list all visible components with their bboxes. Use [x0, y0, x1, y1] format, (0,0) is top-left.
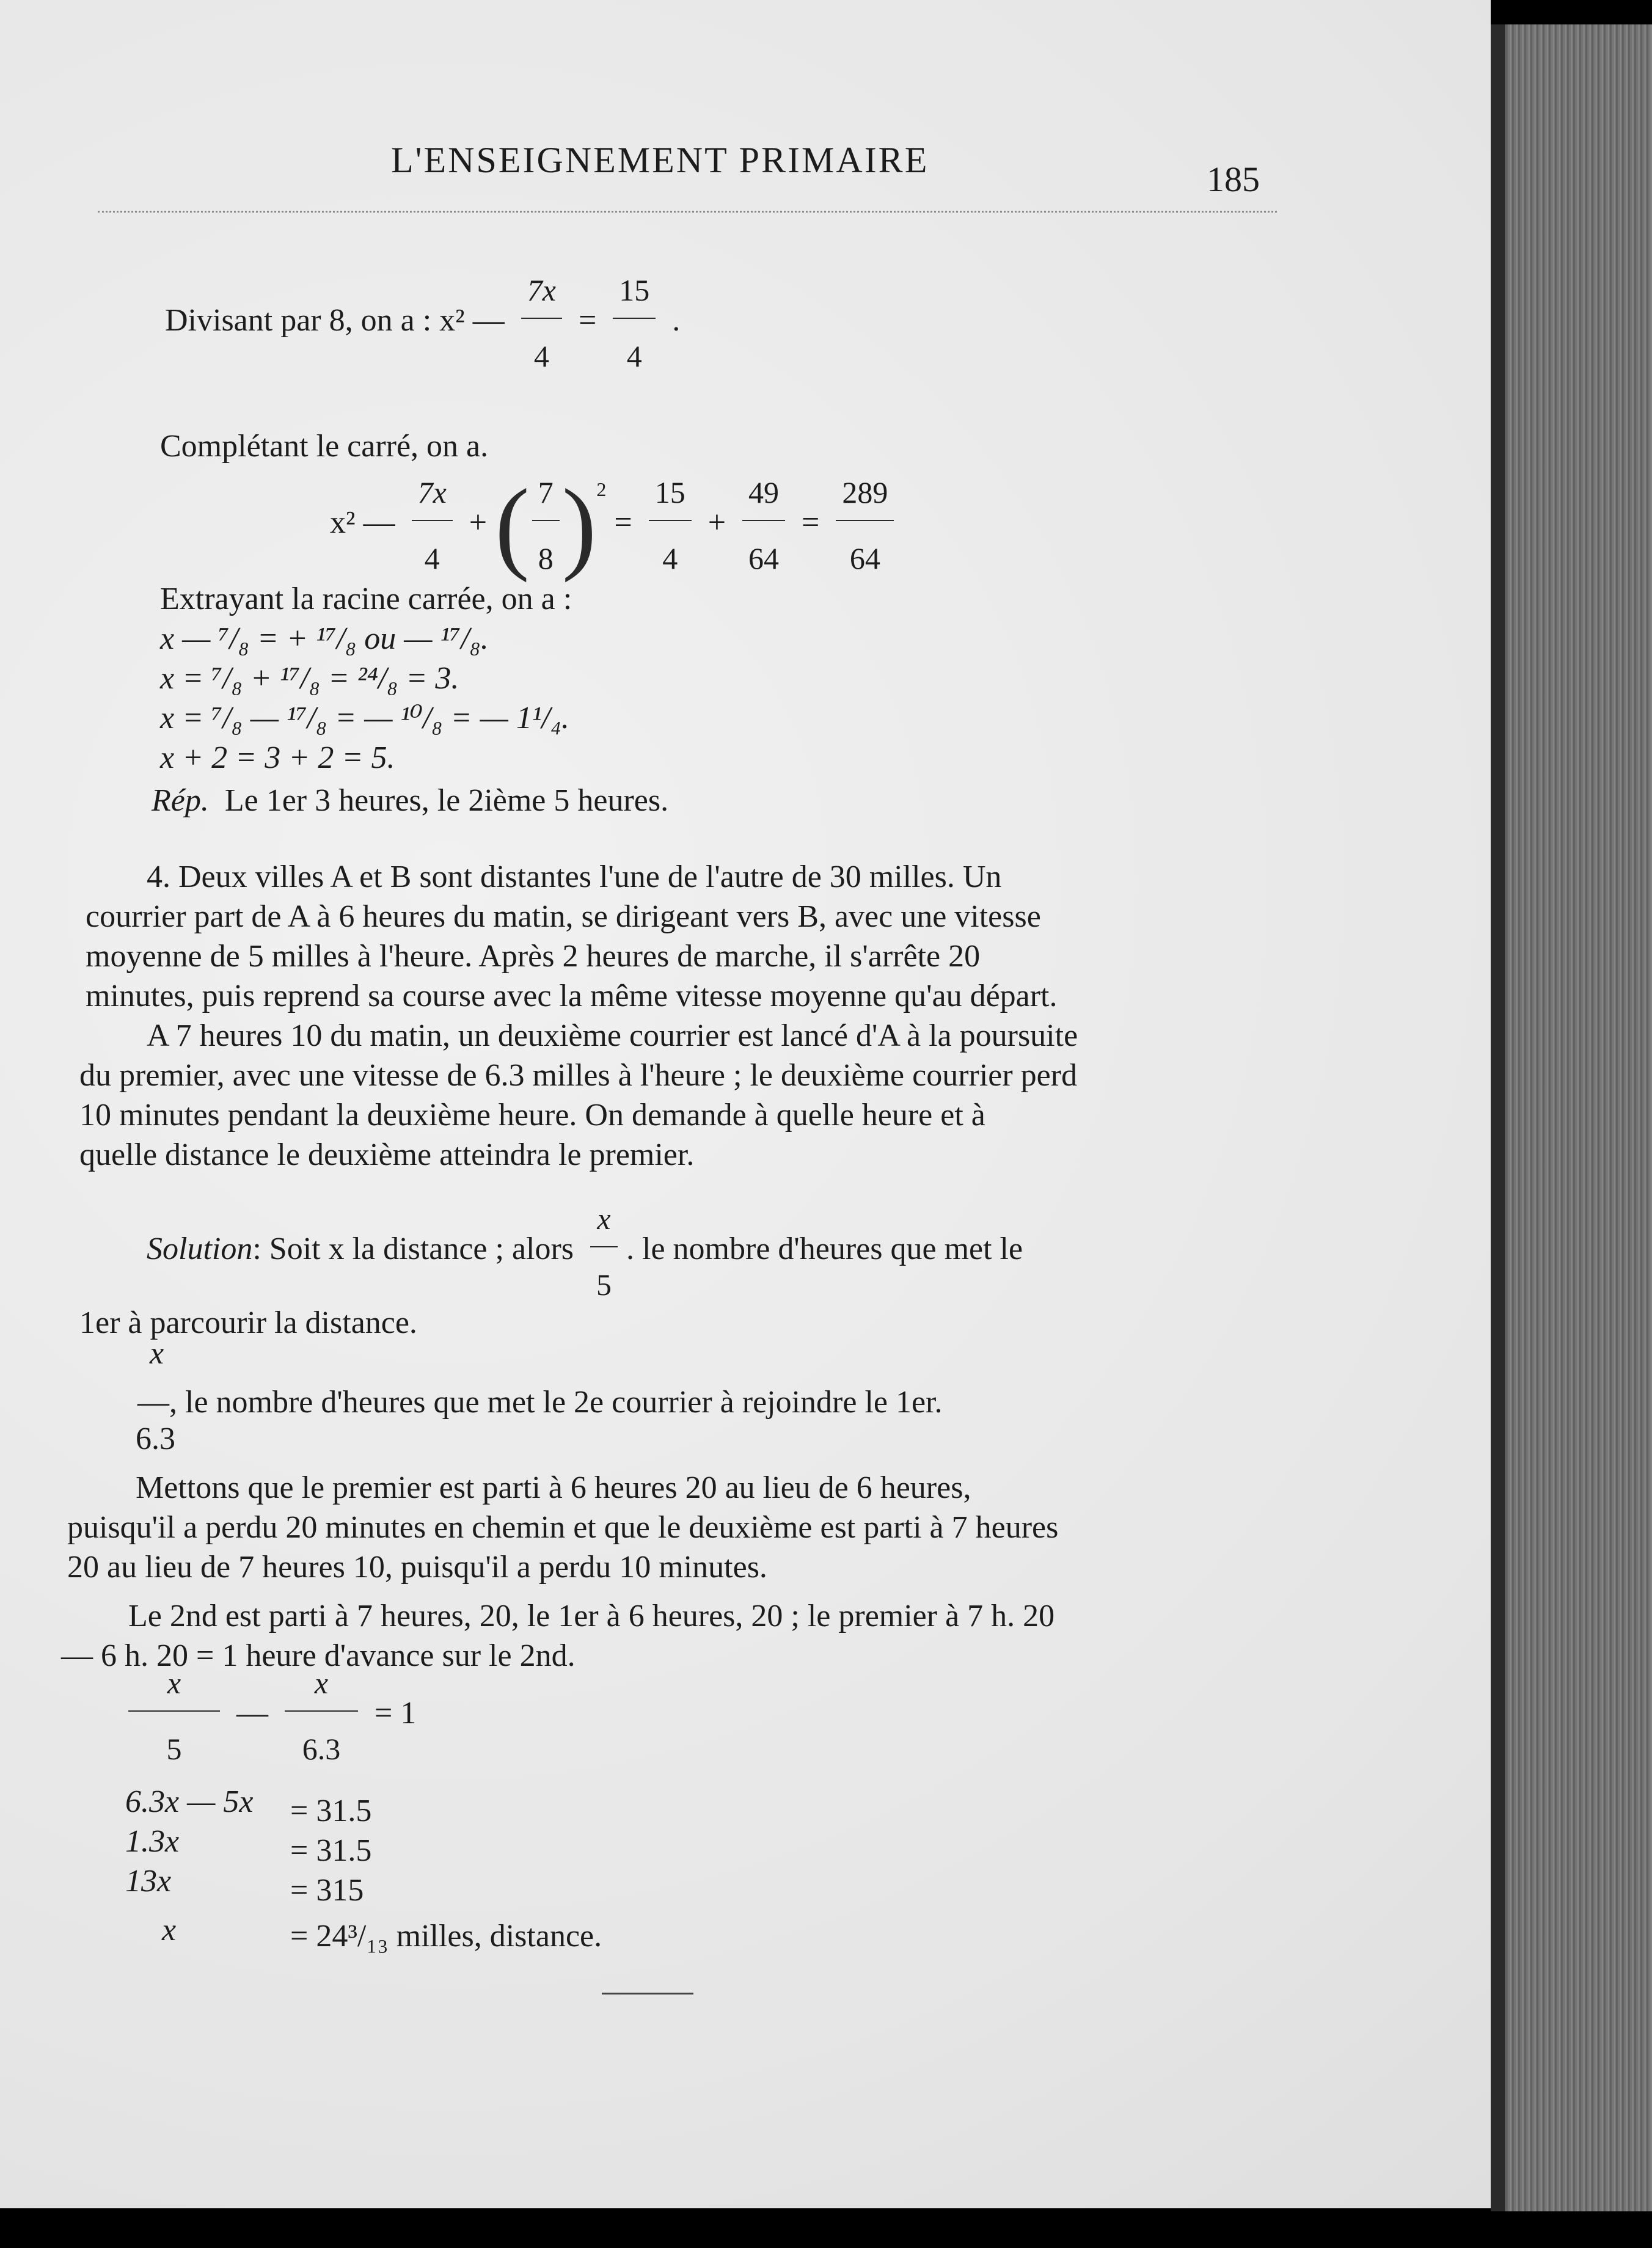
reponse-line: [152, 785, 668, 817]
fraction-15-over-4: $\frac{15}{4}$: [613, 275, 656, 371]
completant-text: Complétant le carré, on a.: [160, 429, 489, 464]
solution-label: Solution: [147, 1231, 253, 1266]
fraction-7x-over-4-b: $\frac{7x}{4}$: [412, 477, 453, 574]
fraction-x-over-6-3: $\frac{x}{6.3}$: [285, 1668, 358, 1764]
fraction-x-over-5-b: $\frac{x}{5}$: [128, 1668, 220, 1764]
right-paren: ): [561, 468, 597, 583]
page-number: 185: [1207, 159, 1260, 199]
problem4-line-5: A 7 heures 10 du matin, un deuxième courrier est lancé d'A à la poursuite: [147, 1018, 1078, 1053]
fraction-7-over-8: $\frac{7}{8}$: [532, 477, 560, 574]
step-4-lhs: x: [162, 1913, 177, 1947]
equation-divisant: Divisant par 8, on a : x² — $\frac{7x}{4}$ = $\frac{15}{4}$ .: [165, 273, 681, 373]
le2nd-line-2: — 6 h. 20 = 1 heure d'avance sur le 2nd.: [61, 1638, 576, 1673]
solution-line-2: 1er à parcourir la distance.: [79, 1305, 417, 1340]
step-3-rhs: = 315: [290, 1873, 364, 1908]
second-fraction-text: —, le nombre d'heures que met le 2e courrier à rejoindre le 1er.: [137, 1385, 943, 1420]
fraction-15-over-4-b: $\frac{15}{4}$: [649, 477, 692, 574]
extrayant-text: Extrayant la racine carrée, on a :: [160, 582, 572, 616]
step-2-lhs: 1.3x: [125, 1824, 180, 1859]
fraction-289-over-64: $\frac{289}{64}$: [836, 477, 894, 574]
problem4-line-3: moyenne de 5 milles à l'heure. Après 2 heures de marche, il s'arrête 20: [86, 939, 981, 974]
fraction-7x-over-4: $\frac{7x}{4}$: [521, 275, 562, 371]
header-rule: [98, 211, 1277, 213]
fraction-x-over-5: $\frac{x}{5}$: [590, 1203, 618, 1300]
root-line-2: x = ⁷/₈ + ¹⁷/₈ = ²⁴/₈ = 3.: [160, 661, 459, 696]
problem4-line-2: courrier part de A à 6 heures du matin, se dirigeant vers B, avec une vitesse: [86, 899, 1041, 934]
fraction-49-over-64: $\frac{49}{64}$: [742, 477, 785, 574]
final-equation: $\frac{x}{5}$ — $\frac{x}{6.3}$ = 1: [128, 1668, 416, 1764]
equation-carre: x² — $\frac{7x}{4}$ + ( $\frac{7}{8}$ )$^2$ = $\frac{15}{4}$ + $\frac{49}{64}$ = $\frac{289}{64}$: [330, 473, 902, 577]
equation-divisant-prefix: Divisant par 8, on a : x² —: [165, 302, 505, 338]
running-header: L'ENSEIGNEMENT PRIMAIRE: [391, 140, 929, 180]
mettons-line-1: Mettons que le premier est parti à 6 heures 20 au lieu de 6 heures,: [136, 1470, 971, 1505]
closing-rule: [602, 1993, 693, 1994]
problem4-line-7: 10 minutes pendant la deuxième heure. On demande à quelle heure et à: [79, 1098, 985, 1133]
left-paren: (: [495, 468, 530, 583]
step-2-rhs: = 31.5: [290, 1833, 372, 1868]
root-line-1: x — ⁷/₈ = + ¹⁷/₈ ou — ¹⁷/₈.: [160, 621, 489, 656]
problem4-line-6: du premier, avec une vitesse de 6.3 milles à l'heure ; le deuxième courrier perd: [79, 1058, 1078, 1093]
root-line-4: x + 2 = 3 + 2 = 5.: [160, 740, 395, 775]
step-3-lhs: 13x: [125, 1864, 172, 1899]
problem4-line-8: quelle distance le deuxième atteindra le premier.: [79, 1137, 695, 1172]
root-line-3: x = ⁷/₈ — ¹⁷/₈ = — ¹⁰/₈ = — 1¹/₄.: [160, 701, 569, 735]
le2nd-line-1: Le 2nd est parti à 7 heures, 20, le 1er à 6 heures, 20 ; le premier à 7 h. 20: [128, 1599, 1055, 1633]
problem4-line-4: minutes, puis reprend sa course avec la même vitesse moyenne qu'au départ.: [86, 979, 1058, 1013]
step-1-rhs: = 31.5: [290, 1794, 372, 1828]
second-fraction-den: 6.3: [136, 1421, 175, 1456]
mettons-line-3: 20 au lieu de 7 heures 10, puisqu'il a perdu 10 minutes.: [67, 1550, 767, 1585]
mettons-line-2: puisqu'il a perdu 20 minutes en chemin et que le deuxième est parti à 7 heures: [67, 1510, 1059, 1545]
step-4-rhs: = 24³/₁₃ milles, distance.: [290, 1919, 602, 1954]
book-edge: [1491, 24, 1652, 2211]
reponse-text: Le 1er 3 heures, le 2ième 5 heures.: [224, 783, 669, 818]
step-1-lhs: 6.3x — 5x: [125, 1784, 254, 1819]
solution-line: Solution: Soit x la distance ; alors $\frac{x}{5}$ . le nombre d'heures que met le: [147, 1202, 1023, 1302]
reponse-label: Rép.: [152, 783, 209, 818]
second-fraction-num: x: [150, 1336, 164, 1371]
problem4-line-1: 4. Deux villes A et B sont distantes l'une de l'autre de 30 milles. Un: [147, 859, 1002, 894]
